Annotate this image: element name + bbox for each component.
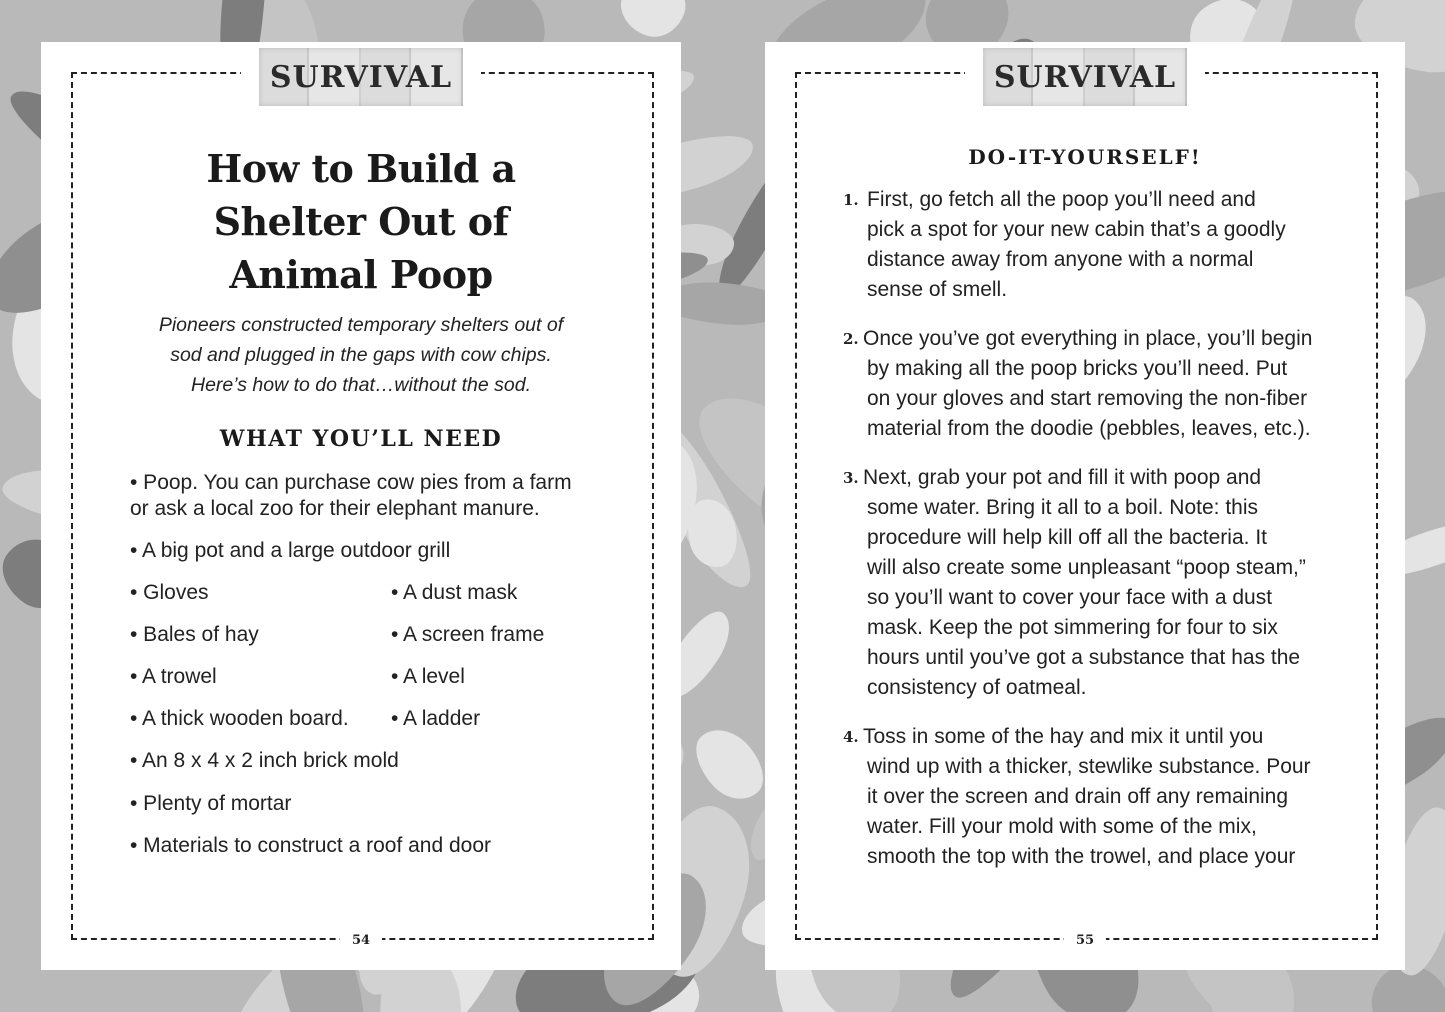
step-number: 3.: [843, 469, 859, 487]
step-line: sense of smell.: [867, 278, 1008, 301]
list-item-screen: • A screen frame: [391, 623, 545, 646]
title-line: How to Build a: [206, 146, 516, 191]
right-page: [765, 42, 1405, 970]
wood-plank-banner: [983, 48, 1187, 106]
survival-header-tag: [241, 48, 481, 106]
list-item-materials: • Materials to construct a roof and door: [130, 834, 492, 857]
step-line: hours until you’ve got a substance that has the: [867, 646, 1301, 669]
step-line: water. Fill your mold with some of the mix,: [867, 815, 1257, 838]
do-it-yourself-heading: DO-IT-YOURSELF!: [968, 145, 1202, 169]
step-line: procedure will help kill off all the bacteria. It: [867, 526, 1267, 549]
survival-label: SURVIVAL: [269, 59, 453, 95]
step-line: wind up with a thicker, stewlike substance. Pour: [867, 755, 1311, 778]
camo-blob: [613, 0, 692, 44]
step-line: distance away from anyone with a normal: [867, 248, 1254, 271]
step-line: Once you’ve got everything in place, you’ll begin: [863, 327, 1313, 350]
step-line: so you’ll want to cover your face with a dust: [867, 586, 1273, 609]
step-line: mask. Keep the pot simmering for four to six: [867, 616, 1278, 639]
title-line: Shelter Out of: [213, 199, 509, 244]
wood-plank-banner: [259, 48, 463, 106]
what-youll-need-heading: WHAT YOU’LL NEED: [219, 426, 503, 452]
step-line: smooth the top with the trowel, and place your: [867, 845, 1296, 868]
step-line: pick a spot for your new cabin that’s a goodly: [867, 218, 1286, 241]
step-line: some water. Bring it all to a boil. Note: this: [867, 496, 1259, 519]
left-page: [41, 42, 681, 970]
list-item-mortar: • Plenty of mortar: [130, 792, 292, 815]
list-item-trowel: • A trowel: [130, 665, 217, 688]
list-item-poop: • Poop. You can purchase cow pies from a farm: [130, 471, 572, 494]
title-line: Animal Poop: [229, 252, 493, 297]
step-line: Toss in some of the hay and mix it until you: [863, 725, 1264, 748]
page-title: [101, 142, 621, 301]
step-line: on your gloves and start removing the non-fiber: [867, 387, 1308, 410]
list-item-board: • A thick wooden board.: [130, 707, 349, 730]
list-item-ladder: • A ladder: [391, 707, 481, 730]
step-line: First, go fetch all the poop you’ll need and: [867, 188, 1256, 211]
intro-line: sod and plugged in the gaps with cow chips.: [170, 344, 552, 366]
step-line: Next, grab your pot and fill it with poop and: [863, 466, 1262, 489]
list-item-poop-cont: or ask a local zoo for their elephant manure.: [130, 497, 540, 520]
step-line: will also create some unpleasant “poop steam,”: [867, 556, 1306, 579]
step-number: 1.: [843, 191, 859, 209]
intro-line: Here’s how to do that…without the sod.: [190, 374, 531, 396]
list-item-level: • A level: [391, 665, 465, 688]
step-line: by making all the poop bricks you’ll need. Put: [867, 357, 1288, 380]
list-item-mold: • An 8 x 4 x 2 inch brick mold: [130, 749, 399, 772]
step-line: it over the screen and drain off any remaining: [867, 785, 1289, 808]
list-item-hay: • Bales of hay: [130, 623, 259, 646]
list-item-pot-grill: • A big pot and a large outdoor grill: [130, 539, 451, 562]
page-number: 55: [1064, 933, 1106, 948]
step-number: 2.: [843, 330, 859, 348]
list-item-gloves: • Gloves: [130, 581, 209, 604]
step-line: consistency of oatmeal.: [867, 676, 1087, 699]
step-number: 4.: [843, 728, 859, 746]
list-item-dust-mask: • A dust mask: [391, 581, 518, 604]
survival-label: SURVIVAL: [993, 59, 1177, 95]
intro-line: Pioneers constructed temporary shelters out of: [158, 314, 564, 336]
survival-header-tag: [965, 48, 1205, 106]
step-line: material from the doodie (pebbles, leaves, etc.).: [867, 417, 1311, 440]
intro-paragraph: [111, 310, 611, 400]
camo-blob: [684, 717, 776, 812]
page-number: 54: [340, 933, 382, 948]
